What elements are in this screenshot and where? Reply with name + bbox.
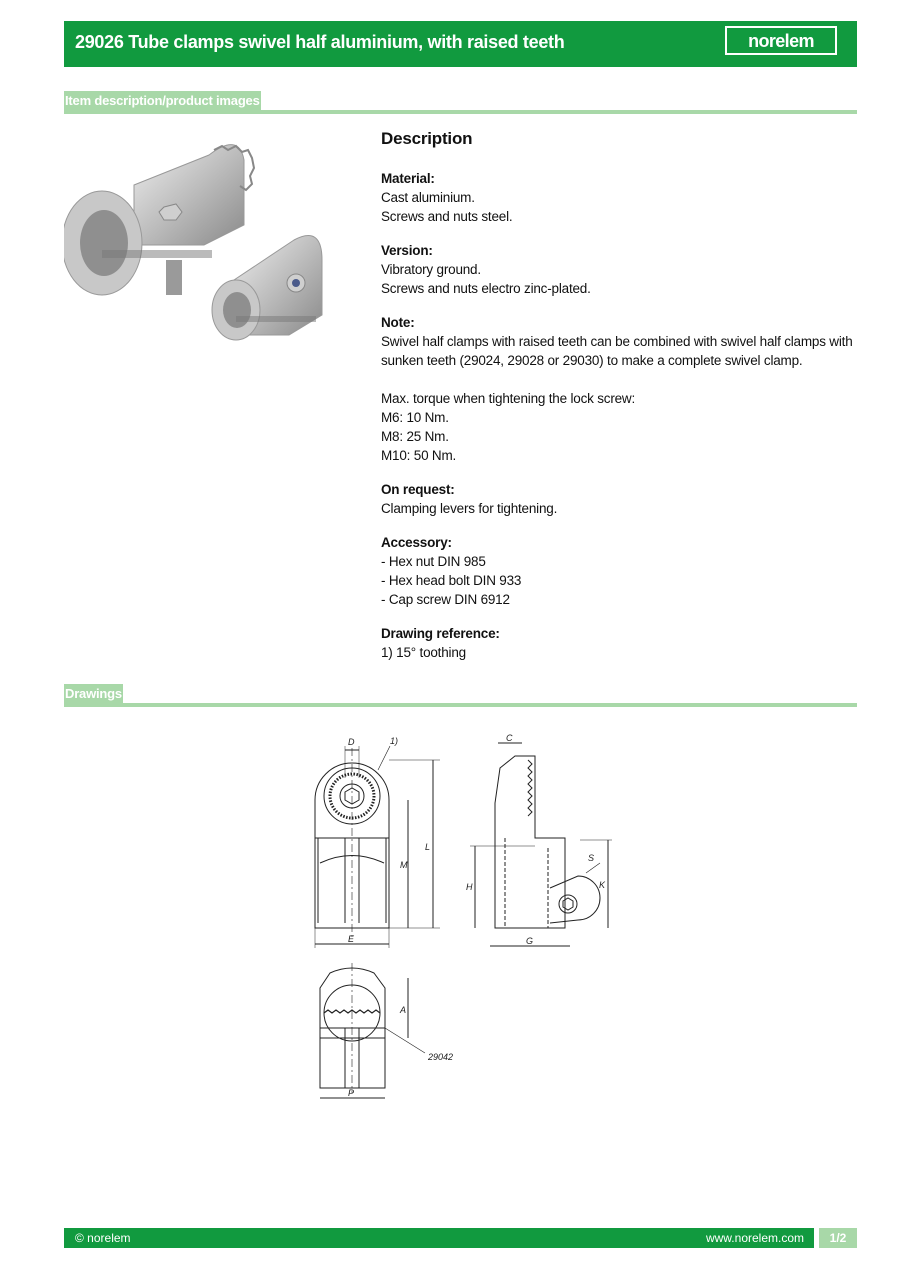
torque-line: M6: 10 Nm.: [381, 410, 449, 425]
drawing-label-S: S: [588, 853, 595, 863]
page-title: 29026 Tube clamps swivel half aluminium, with raised teeth: [75, 32, 565, 52]
drawing-reference-block: [381, 624, 857, 662]
version-label: Version:: [381, 243, 433, 258]
bottom-view: [320, 963, 425, 1098]
description-panel: [381, 126, 857, 677]
torque-line: M8: 25 Nm.: [381, 429, 449, 444]
drawing-label-part: 29042: [428, 1052, 454, 1062]
drawing-reference-line: 1) 15° toothing: [381, 645, 466, 660]
version-block: [381, 241, 857, 298]
small-clamp-photo: [212, 236, 322, 341]
torque-intro: Max. torque when tightening the lock screw:: [381, 391, 636, 406]
accessory-line: - Hex nut DIN 985: [381, 554, 486, 569]
drawing-label-K: K: [599, 880, 606, 890]
accessory-line: - Cap screw DIN 6912: [381, 592, 510, 607]
footer-copyright: © norelem: [75, 1231, 131, 1245]
material-line: Cast aluminium.: [381, 190, 475, 205]
section-divider-item: [64, 110, 857, 114]
on-request-line: Clamping levers for tightening.: [381, 501, 558, 516]
drawing-label-E: E: [348, 934, 355, 944]
drawing-label-A: A: [400, 1005, 407, 1015]
drawing-reference-label: Drawing reference:: [381, 626, 500, 641]
accessory-label: Accessory:: [381, 535, 452, 550]
page-header: [64, 21, 857, 67]
page-number: 1/2: [819, 1228, 857, 1248]
drawing-label-L: L: [425, 842, 431, 852]
note-label: Note:: [381, 315, 415, 330]
norelem-logo: [725, 26, 837, 55]
accessory-line: - Hex head bolt DIN 933: [381, 573, 522, 588]
material-block: [381, 169, 857, 226]
description-heading: Description: [381, 129, 473, 148]
logo-text: norelem: [748, 31, 814, 51]
section-label-drawings: Drawings: [65, 686, 122, 701]
section-label-item: Item description/product images: [65, 93, 260, 108]
version-line: Screws and nuts electro zinc-plated.: [381, 281, 591, 296]
section-divider-drawings: [64, 703, 857, 707]
version-line: Vibratory ground.: [381, 262, 481, 277]
page-footer: [64, 1228, 857, 1248]
side-view: [470, 743, 612, 946]
technical-drawing: [290, 728, 670, 1108]
material-label: Material:: [381, 171, 435, 186]
large-clamp-photo: [64, 145, 254, 295]
footer-website-link[interactable]: www.norelem.com: [705, 1231, 804, 1245]
on-request-label: On request:: [381, 482, 455, 497]
drawing-label-H: H: [466, 882, 473, 892]
front-view: [315, 746, 440, 948]
drawing-label-M: M: [400, 860, 408, 870]
accessory-block: [381, 533, 857, 609]
footer-bar: [64, 1228, 814, 1248]
drawing-label-D: D: [348, 737, 355, 747]
drawing-label-G: G: [526, 936, 534, 946]
torque-line: M10: 50 Nm.: [381, 448, 457, 463]
material-line: Screws and nuts steel.: [381, 209, 513, 224]
note-block: [381, 313, 857, 465]
drawing-label-ref1: 1): [390, 736, 399, 746]
drawing-label-C: C: [506, 733, 513, 743]
note-text: Swivel half clamps with raised teeth can be combined with swivel half clamps with sunken teeth (29024, 29028 or 29030) to make a complete swivel clamp.: [381, 334, 853, 368]
drawing-label-P: P: [348, 1088, 355, 1098]
product-image: [64, 130, 334, 345]
on-request-block: [381, 480, 857, 518]
